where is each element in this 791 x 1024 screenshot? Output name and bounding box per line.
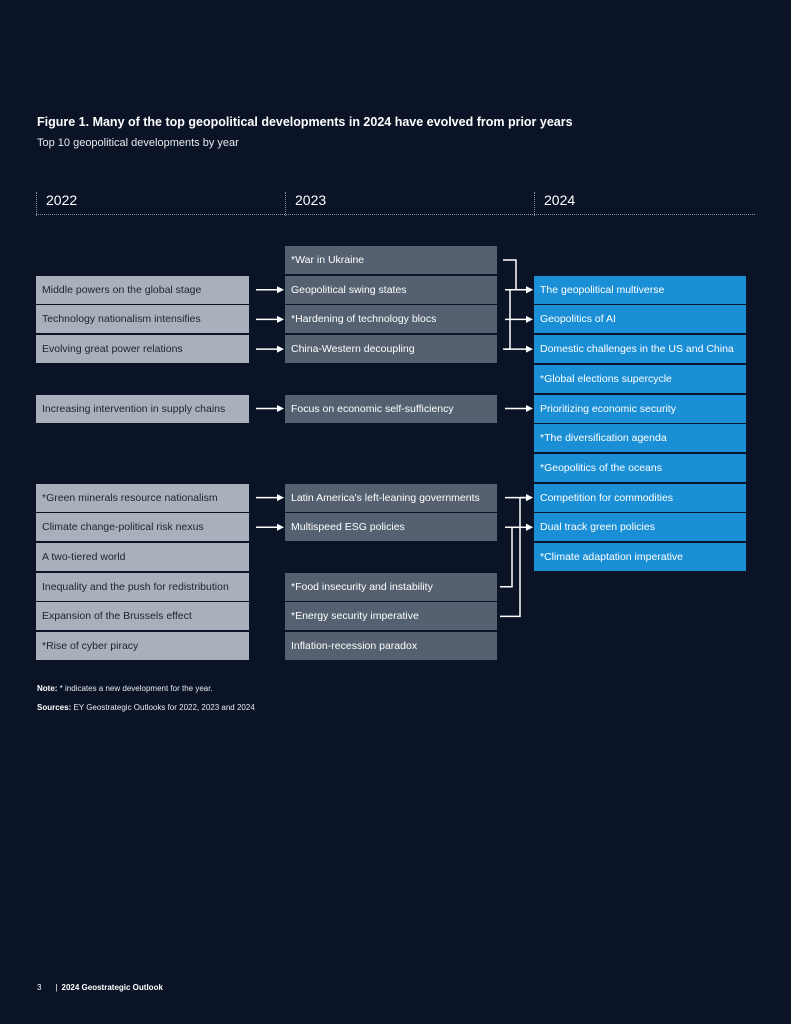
- arrow-2022-to-2023-head: [277, 405, 284, 412]
- arrow-2022-to-2023-head: [277, 286, 284, 293]
- development-2023: *Hardening of technology blocs: [285, 305, 497, 333]
- development-2024: *Geopolitics of the oceans: [534, 454, 746, 482]
- note: [37, 684, 213, 693]
- development-2023: *Energy security imperative: [285, 602, 497, 630]
- publication-name: 2024 Geostrategic Outlook: [61, 983, 163, 992]
- development-2022: A two-tiered world: [36, 543, 249, 571]
- development-2023: *War in Ukraine: [285, 246, 497, 274]
- arrow-2023-to-2024-head: [526, 524, 533, 531]
- figure-title: Figure 1. Many of the top geopolitical developments in 2024 have evolved from prior years: [37, 115, 573, 129]
- year-label-2024: 2024: [534, 192, 575, 216]
- arrow-2023-to-2024-head: [526, 316, 533, 323]
- development-2024: Prioritizing economic security: [534, 395, 746, 423]
- note-label: Note:: [37, 684, 58, 693]
- sources-text: EY Geostrategic Outlooks for 2022, 2023 and 2024: [71, 703, 255, 712]
- development-2024: *Climate adaptation imperative: [534, 543, 746, 571]
- development-2023: China-Western decoupling: [285, 335, 497, 363]
- development-2023: Focus on economic self-sufficiency: [285, 395, 497, 423]
- development-2024: Competition for commodities: [534, 484, 746, 512]
- arrow-2022-to-2023-head: [277, 316, 284, 323]
- arrow-2023-to-2024-bend: [500, 527, 512, 586]
- development-2022: *Green minerals resource nationalism: [36, 484, 249, 512]
- development-2023: *Food insecurity and instability: [285, 573, 497, 601]
- development-2024: Geopolitics of AI: [534, 305, 746, 333]
- figure-subtitle: Top 10 geopolitical developments by year: [37, 137, 239, 149]
- arrow-2023-to-2024-head: [526, 286, 533, 293]
- development-2024: Dual track green policies: [534, 513, 746, 541]
- development-2022: Increasing intervention in supply chains: [36, 395, 249, 423]
- arrow-2023-to-2024-head: [526, 405, 533, 412]
- development-2023: Multispeed ESG policies: [285, 513, 497, 541]
- page-number: 3: [37, 983, 42, 992]
- arrow-2023-to-2024-head: [526, 346, 533, 353]
- development-2024: *The diversification agenda: [534, 424, 746, 452]
- development-2022: Expansion of the Brussels effect: [36, 602, 249, 630]
- development-2024: Domestic challenges in the US and China: [534, 335, 746, 363]
- development-2022: Climate change-political risk nexus: [36, 513, 249, 541]
- development-2024: *Global elections supercycle: [534, 365, 746, 393]
- note-text: * indicates a new development for the year.: [57, 684, 213, 693]
- footer-separator: |: [55, 983, 58, 992]
- page-footer: [37, 983, 163, 992]
- development-2022: Middle powers on the global stage: [36, 276, 249, 304]
- development-2022: Technology nationalism intensifies: [36, 305, 249, 333]
- arrow-2023-to-2024-bend: [503, 260, 516, 290]
- development-2024: The geopolitical multiverse: [534, 276, 746, 304]
- sources: [37, 703, 255, 712]
- year-label-2022: 2022: [36, 192, 77, 216]
- arrow-2022-to-2023-head: [277, 524, 284, 531]
- development-2022: *Rise of cyber piracy: [36, 632, 249, 660]
- development-2023: Latin America's left-leaning governments: [285, 484, 497, 512]
- arrow-2022-to-2023-head: [277, 494, 284, 501]
- arrow-2023-to-2024-head: [526, 494, 533, 501]
- development-2023: Geopolitical swing states: [285, 276, 497, 304]
- year-label-2023: 2023: [285, 192, 326, 216]
- arrow-2022-to-2023-head: [277, 346, 284, 353]
- arrow-2023-to-2024-bend: [500, 498, 520, 617]
- development-2023: Inflation-recession paradox: [285, 632, 497, 660]
- development-2022: Inequality and the push for redistribution: [36, 573, 249, 601]
- sources-label: Sources:: [37, 703, 72, 712]
- development-2022: Evolving great power relations: [36, 335, 249, 363]
